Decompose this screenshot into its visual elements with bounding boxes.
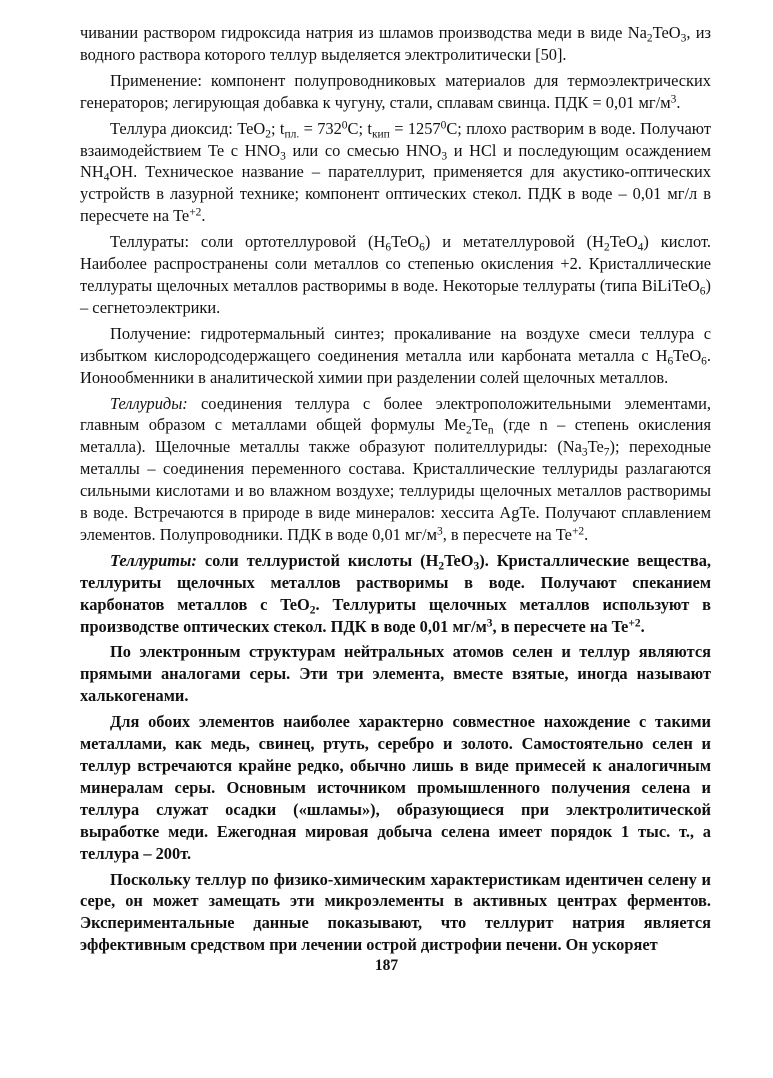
- paragraph-5: Получение: гидротермальный синтез; прокаливание на воздухе смеси теллура с избытком кислородсодержащего соединения металла или карбоната металла с $H_6TeO_6$. Ионообменники в аналитической химии при разделении солей щелочных металлов.: [80, 323, 711, 387]
- paragraph-8: По электронным структурам нейтральных атомов селен и теллур являются прямыми аналогами серы. Эти три элемента, вместе взятые, иногда называют халькогенами.: [80, 642, 711, 706]
- paragraph-4: Теллураты: соли ортотеллуровой $(H_6TeO_6)$ и метателлуровой $(H_2TeO_4)$ кислот. Наиболее распространены соли металлов со степенью окисления +2. Кристаллические теллураты щелочных металлов растворимы в воде. Некоторые теллураты (типа BiLiTeO$_6$) – сегнетоэлектрики.: [80, 232, 711, 317]
- paragraph-7: Теллуриты: соли теллуристой кислоты $(H_2TeO_3)$. Кристаллические вещества, теллуриты щелочных металлов растворимы в воде. Получают спеканием карбонатов металлов с TeO$_2$. Теллуриты щелочных металлов используют в производстве оптических стекол. ПДК в воде 0,01 $мг/м^3$, в пересчете на $Te^{+2}$.: [80, 550, 711, 636]
- paragraph-1: чивании раствором гидроксида натрия из шламов производства меди в виде $Na_2TeO_3$, из водного раствора которого теллур выделяется электролитически [50].: [80, 23, 711, 64]
- page-number: 187: [374, 957, 399, 974]
- paragraph-9: Для обоих элементов наиболее характерно совместное нахождение с такими металлами, как медь, свинец, ртуть, серебро и золото. Самостоятельно селен и теллур встречаются крайне редко, обычно лишь в виде примесей к аналогичным минералам серы. Основным источником промышленного получения селена и теллура служат осадки («шламы»), образующиеся при электролитической выработке меди. Ежегодная мировая добыча селена имеет порядок 1 тыс. т., а теллура – 200т.: [80, 712, 711, 863]
- paragraph-10: Поскольку теллур по физико-химическим характеристикам идентичен селену и сере, он может замещать эти микроэлементы в активных центрах ферментов. Экспериментальные данные показывают, что теллурит натрия является эффективным средством при лечении острой дистрофии печени. Он ускоряет: [80, 869, 711, 955]
- paragraph-2: Применение: компонент полупроводниковых материалов для термоэлектрических генераторов; легирующая добавка к чугуну, стали, сплавам свинца. ПДК = 0,01 $мг/м^3$.: [80, 70, 711, 112]
- paragraph-3: Теллура диоксид: TeO$_2$; $t_{пл.} = 732^0C$; $t_{кип} = 1257^0C$; плохо растворим в воде. Получают взаимодействием Te с $HNO_3$ или со смесью $HNO_3$ и HCl и последующим осаждением $NH_4OH$. Техническое название – парателлурит, применяется для акустико-оптических устройств в лазурной технике; компонент оптических стекол. ПДК в воде – 0,01 мг/л в пересчете на $Te^{+2}$.: [80, 118, 711, 226]
- paragraph-6: Теллуриды: соединения теллура с более электроположительными элементами, главным образом с металлами общей формулы $Me_2Te_n$ (где n – степень окисления металла). Щелочные металлы также образуют полителлуриды: $(Na_3Te_7)$; переходные металлы – соединения переменного состава. Кристаллические теллуриды разлагаются сильными кислотами и во влажном воздухе; теллуриды щелочных металлов растворимы в воде. Встречаются в природе в виде минералов: хессита AgTe. Получают сплавлением элементов. Полупроводники. ПДК в воде 0,01 $мг/м^3$, в пересчете на $Te^{+2}$.: [80, 393, 711, 544]
